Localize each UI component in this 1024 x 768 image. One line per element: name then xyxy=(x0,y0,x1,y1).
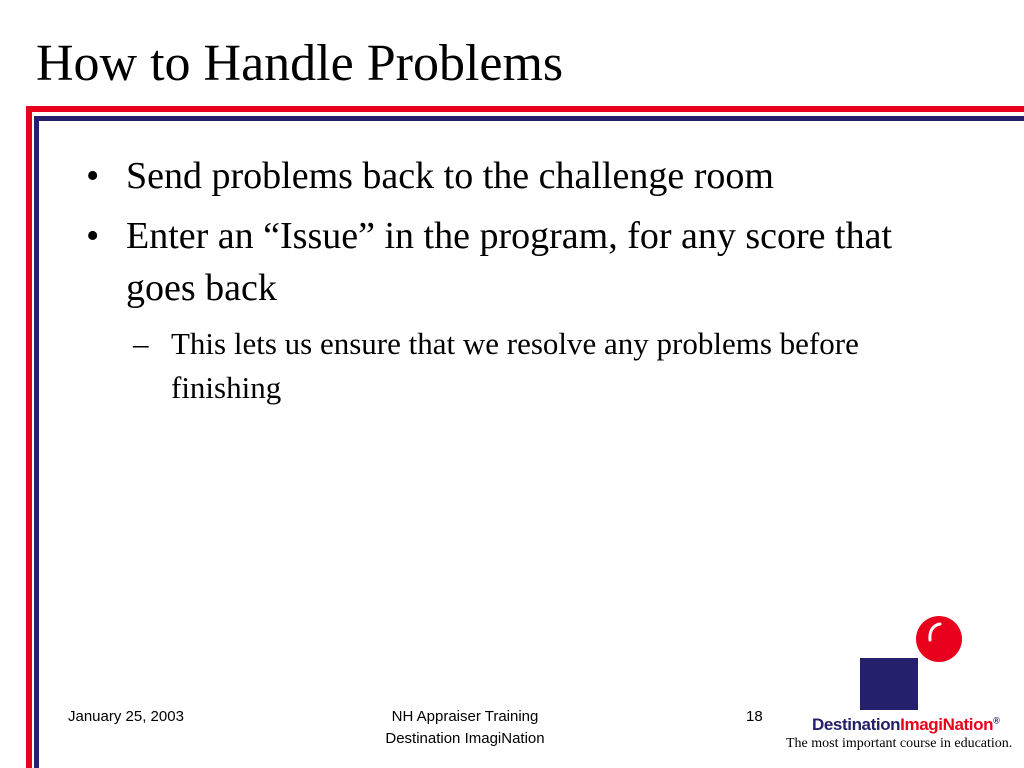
bullet-item xyxy=(86,210,916,314)
logo-registered: ® xyxy=(993,715,1000,726)
bullet-list xyxy=(86,150,916,410)
bullet-item xyxy=(86,150,916,202)
logo-wordmark xyxy=(812,715,999,735)
bullet-marker: • xyxy=(86,215,100,257)
frame-red-left xyxy=(26,106,32,768)
sub-bullet-marker: – xyxy=(133,326,149,361)
logo-icon xyxy=(860,616,970,716)
footer-center-line2: Destination ImagiNation xyxy=(385,730,545,747)
footer-center-line1: NH Appraiser Training xyxy=(391,708,539,725)
sub-bullet-text: This lets us ensure that we resolve any problems before finishing xyxy=(171,326,859,405)
footer-center xyxy=(330,706,600,750)
slide-title: How to Handle Problems xyxy=(36,35,564,92)
page-number: 18 xyxy=(746,708,763,725)
logo-name-part2: ImagiNation xyxy=(900,715,994,734)
logo-name-part1: Destination xyxy=(812,715,901,734)
logo-square-icon xyxy=(860,658,918,710)
logo-tagline: The most important course in education. xyxy=(786,736,1013,751)
bullet-text: Send problems back to the challenge room xyxy=(126,155,774,197)
frame-red-top xyxy=(26,106,1024,112)
footer-date: January 25, 2003 xyxy=(68,708,184,725)
sub-bullet-item xyxy=(133,322,916,410)
frame-blue-top xyxy=(34,116,1024,121)
bullet-marker: • xyxy=(86,155,100,197)
bullet-text: Enter an “Issue” in the program, for any score that goes back xyxy=(126,215,893,309)
frame-blue-left xyxy=(34,116,39,768)
